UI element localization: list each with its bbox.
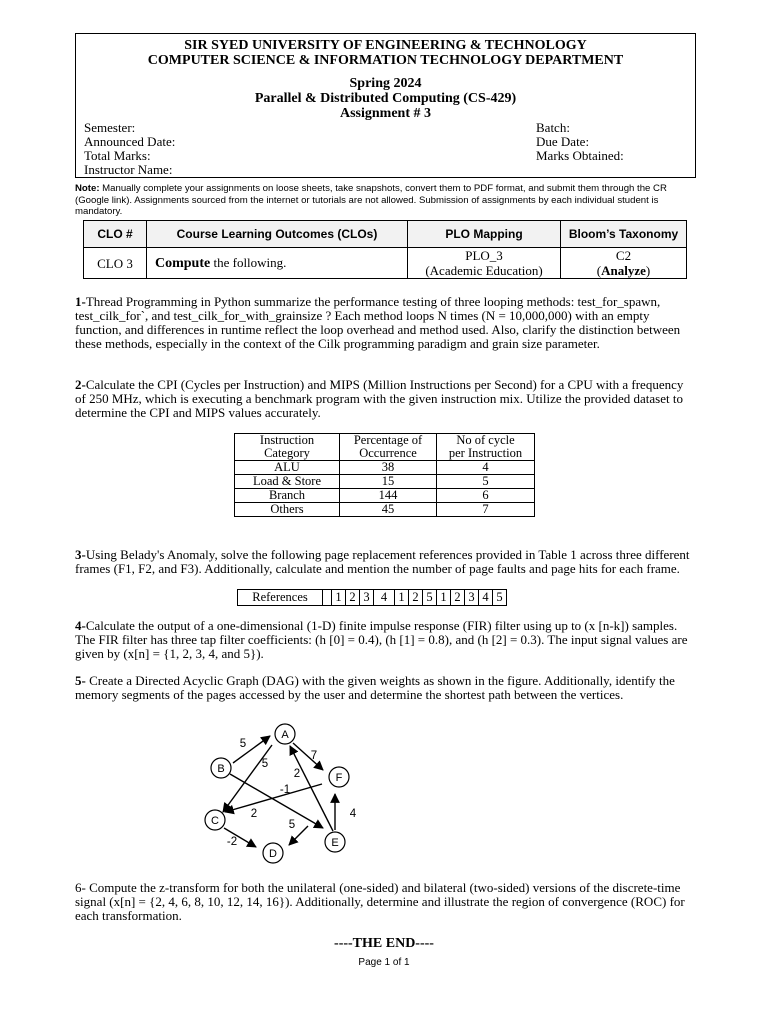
reference-value: 1: [332, 590, 346, 606]
clo-header-number: CLO #: [84, 221, 147, 248]
table-cell: 15: [340, 475, 437, 489]
term: Spring 2024: [349, 76, 422, 91]
weight-label: 5: [239, 738, 247, 750]
question-3-number: 3-: [75, 547, 86, 562]
question-5-text: Create a Directed Acyclic Graph (DAG) with the given weights as shown in the figure. Additionally, identify the memory segments of the pages accessed by the user and determine the shortest path between the vertices.: [75, 673, 675, 702]
bloom-open: (: [596, 263, 602, 278]
question-1-number: 1-: [75, 294, 86, 309]
reference-value: 2: [409, 590, 423, 606]
note-label: Note:: [75, 183, 100, 194]
reference-value: 5: [493, 590, 507, 606]
table-cell: Load & Store: [235, 475, 340, 489]
due-date-label: Due Date:: [536, 134, 590, 149]
clo-outcome-rest: the following.: [210, 255, 287, 270]
weight-label: 5: [261, 758, 269, 770]
weight-label: 5: [288, 819, 296, 831]
edge-b-e: [230, 774, 323, 828]
question-1-text: Thread Programming in Python summarize the performance testing of three looping methods: test_for_spawn, test_cilk_for`, and test_cilk_for_with_grainsize ? Each method loops N times (N = 10,000,000) with an empty function, and differences in runtime reflect the loop overhead and method used. Also, clarify the distinction between these methods, especially in the context of the Cilk programming paradigm and grain size parameter.: [75, 294, 681, 351]
table-cell: ALU: [235, 461, 340, 475]
reference-value: 4: [479, 590, 493, 606]
references-spacer: [323, 590, 332, 606]
total-marks-label: Total Marks:: [84, 148, 151, 163]
table-cell: Others: [235, 503, 340, 517]
question-2-number: 2-: [75, 377, 86, 392]
weight-label: 4: [349, 808, 357, 820]
weight-label: 7: [310, 750, 318, 762]
reference-value: 2: [451, 590, 465, 606]
col-header-cycles-line1: No of cycle: [456, 433, 515, 447]
node-c-label: C: [211, 815, 219, 827]
assignment-title: Assignment # 3: [339, 106, 431, 121]
bloom-taxonomy: [561, 248, 687, 279]
question-2: [75, 378, 697, 420]
table-cell: 38: [340, 461, 437, 475]
col-header-category-line1: Instruction: [259, 433, 315, 447]
bloom-line2: [561, 263, 686, 278]
table-cell: Branch: [235, 489, 340, 503]
reference-value: 1: [437, 590, 451, 606]
instruction-mix-table: [234, 433, 535, 517]
reference-value: 5: [423, 590, 437, 606]
clo-header-plo: PLO Mapping: [408, 221, 561, 248]
col-header-category: [235, 434, 340, 461]
question-6: 6- Compute the z-transform for both the unilateral (one-sided) and bilateral (two-sided) versions of the discrete-time signal (x[n] = {2, 4, 6, 8, 10, 12, 14, 16}). Additionally, determine and illustrate the region of convergence (ROC) for each transformation.: [75, 880, 685, 923]
university-name: SIR SYED UNIVERSITY OF ENGINEERING & TECHNOLOGY: [184, 38, 587, 53]
col-header-percentage-line2: Occurrence: [359, 446, 417, 460]
header-box: [75, 33, 696, 178]
references-label: References: [238, 590, 323, 606]
table-row: [235, 503, 535, 517]
reference-value: 3: [465, 590, 479, 606]
marks-obtained-label: Marks Obtained:: [536, 148, 624, 163]
bloom-line1: C2: [615, 248, 632, 263]
clo-table: [83, 220, 687, 279]
node-f-label: F: [335, 772, 343, 784]
node-b-label: B: [217, 763, 225, 775]
course-title: Parallel & Distributed Computing (CS-429): [254, 91, 517, 106]
question-2-text: Calculate the CPI (Cycles per Instruction) and MIPS (Million Instructions per Second) for a CPU with a frequency of 250 MHz, which is executing a benchmark program with the given instruction mix. Utilize the provided dataset to determine the CPI and MIPS values accurately.: [75, 377, 684, 420]
question-5-number: 5-: [75, 673, 86, 688]
page-number: Page 1 of 1: [358, 957, 410, 968]
bloom-level: Analyze: [601, 263, 646, 278]
plo-mapping: [408, 248, 561, 279]
question-5: [75, 674, 697, 702]
col-header-cycles-line2: per Instruction: [448, 446, 523, 460]
note-text: Manually complete your assignments on loose sheets, take snapshots, convert them to PDF format, and submit them through the CR (Google link). Assignments sourced from the internet or tutorials are not allowed. Submission of assignments by each individual student is mandatory.: [75, 183, 667, 217]
table-cell: 45: [340, 503, 437, 517]
table-cell: 6: [437, 489, 535, 503]
reference-value: 2: [346, 590, 360, 606]
node-e-label: E: [331, 837, 339, 849]
announced-date-label: Announced Date:: [84, 134, 176, 149]
clo-outcome-bold: Compute: [155, 256, 211, 271]
col-header-category-line2: Category: [264, 446, 310, 460]
node-a-label: A: [281, 729, 289, 741]
edge-a-c: [223, 745, 272, 812]
table-row: [235, 461, 535, 475]
table-cell: 5: [437, 475, 535, 489]
references-table: [237, 589, 507, 606]
instructor-name-label: Instructor Name:: [84, 162, 173, 177]
question-4: [75, 619, 697, 661]
weight-label: -1: [279, 784, 291, 796]
department-name: COMPUTER SCIENCE & INFORMATION TECHNOLOGY DEPARTMENT: [147, 53, 624, 68]
weight-label: 2: [250, 808, 258, 820]
clo-number: CLO 3: [84, 248, 147, 279]
clo-outcome: [147, 248, 408, 279]
table-row: [235, 475, 535, 489]
bloom-close: ): [645, 263, 651, 278]
table-row: [235, 489, 535, 503]
table-cell: 4: [437, 461, 535, 475]
reference-value: 4: [374, 590, 395, 606]
table-cell: 7: [437, 503, 535, 517]
note: [75, 183, 695, 218]
dag-figure: [195, 718, 375, 868]
question-4-number: 4-: [75, 618, 86, 633]
col-header-cycles: [437, 434, 535, 461]
col-header-percentage: [340, 434, 437, 461]
reference-value: 1: [395, 590, 409, 606]
col-header-percentage-line1: Percentage of: [353, 433, 423, 447]
question-3: [75, 548, 697, 576]
batch-label: Batch:: [536, 120, 570, 135]
table-cell: 144: [340, 489, 437, 503]
question-4-text: Calculate the output of a one-dimensional (1-D) finite impulse response (FIR) filter using up to (x [n-k]) samples. The FIR filter has three tap filter coefficients: (h [0] = 0.4), (h [1] = 0.8), and (h [2] = 0.3). The input signal values are given by (x[n] = {1, 2, 3, 4, and 5}).: [75, 618, 688, 661]
reference-value: 3: [360, 590, 374, 606]
question-1: [75, 295, 697, 351]
plo-line2: (Academic Education): [425, 263, 543, 278]
the-end: ----THE END----: [334, 936, 434, 951]
question-3-text: Using Belady's Anomaly, solve the following page replacement references provided in Table 1 across three different frames (F1, F2, and F3). Additionally, calculate and mention the number of page faults and page hits for each frame.: [75, 547, 690, 576]
semester-label: Semester:: [84, 120, 136, 135]
clo-header-bloom: Bloom’s Taxonomy: [561, 221, 687, 248]
clo-header-outcomes: Course Learning Outcomes (CLOs): [147, 221, 408, 248]
edge-a-f: [293, 743, 323, 770]
weight-label: -2: [226, 836, 238, 848]
plo-line1: PLO_3: [465, 248, 503, 263]
weight-label: 2: [293, 768, 301, 780]
node-d-label: D: [269, 848, 277, 860]
